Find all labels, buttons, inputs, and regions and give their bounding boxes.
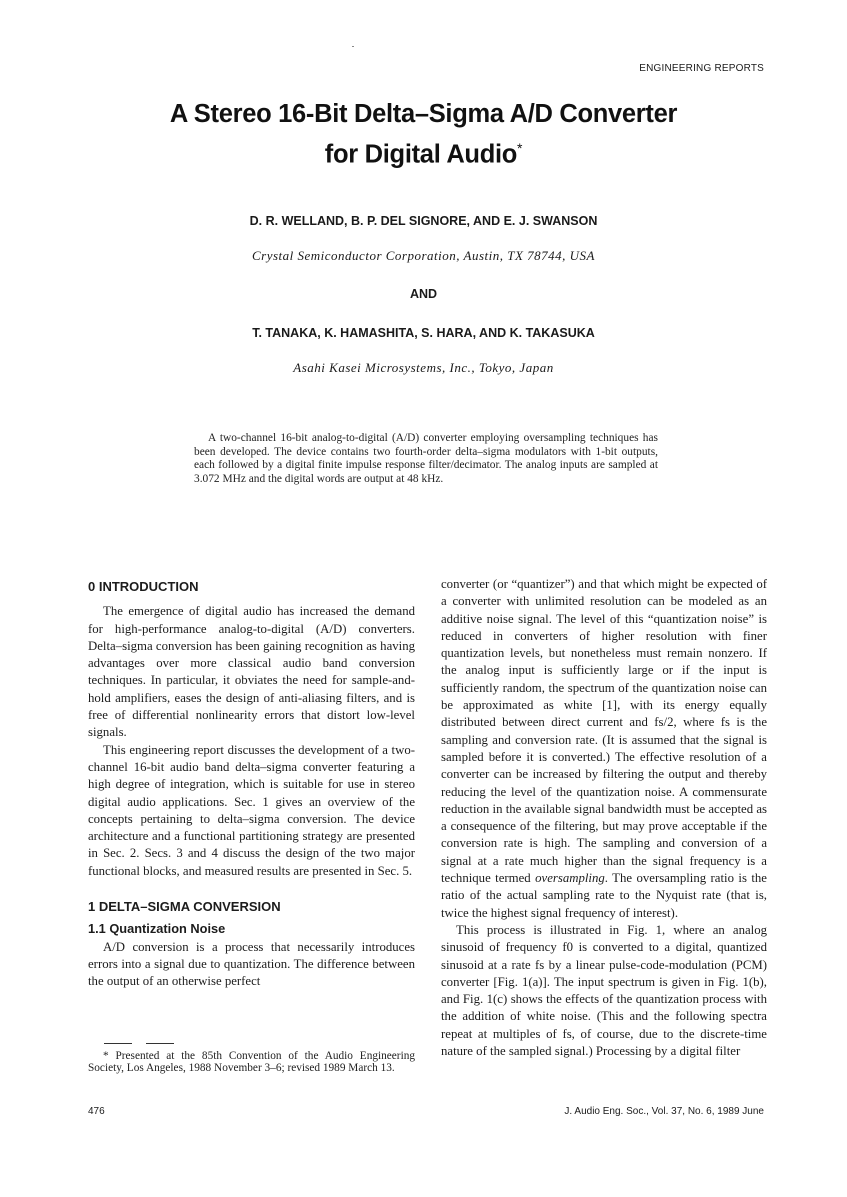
- page-number: 476: [88, 1106, 105, 1117]
- paper-title: [0, 97, 847, 172]
- title-line-2: [0, 131, 847, 172]
- journal-reference: J. Audio Eng. Soc., Vol. 37, No. 6, 1989 June: [564, 1106, 764, 1117]
- authors-group-1: D. R. WELLAND, B. P. DEL SIGNORE, AND E. J. SWANSON: [249, 214, 598, 228]
- quantization-paragraph-1: A/D conversion is a process that necessarily introduces errors into a signal due to quantization. The difference between the output of an otherwise perfect: [88, 939, 415, 989]
- right-paragraph-2: This process is illustrated in Fig. 1, where an analog sinusoid of frequency f0 is converted to a digital, quantized sinusoid at a rate fs by a linear pulse-code-modulation (PCM) converter [Fig. 1(a)]. The input spectrum is given in Fig. 1(b), and Fig. 1(c) shows the effects of the quantization process with the addition of white noise. (This and the following spectra repeat at multiples of fs, of course, due to the discrete-time nature of the sampled signal.) Processing by a digital filter: [441, 922, 767, 1059]
- affiliation-1: Crystal Semiconductor Corporation, Austin, TX 78744, USA: [251, 248, 595, 263]
- footnote: * Presented at the 85th Convention of the Audio Engineering Society, Los Angeles, 1988 November 3–6; revised 1989 March 13.: [88, 1050, 415, 1075]
- title-footnote-mark: *: [517, 140, 523, 156]
- title-line-2-text: for Digital Audio: [324, 140, 518, 169]
- authors-group-2: T. TANAKA, K. HAMASHITA, S. HARA, AND K. TAKASUKA: [252, 326, 595, 340]
- right-paragraph-1: [441, 576, 767, 922]
- abstract: A two-channel 16-bit analog-to-digital (A/D) converter employing oversampling techniques has been developed. The device contains two fourth-order delta–sigma modulators with 1-bit outputs, each followed by a digital finite impulse response filter/decimator. The analog inputs are sampled at 3.072 MHz and the digital words are output at 48 kHz.: [194, 432, 658, 485]
- footnote-rule: [104, 1043, 132, 1044]
- title-line-1: A Stereo 16-Bit Delta–Sigma A/D Converter: [169, 100, 678, 128]
- right-paragraph-1-end: . The oversampling ratio is the ratio of the actual sampling rate to the Nyquist rate (that is, twice the highest signal frequency of interest).: [441, 871, 767, 920]
- intro-paragraph-1: The emergence of digital audio has increased the demand for high-performance analog-to-digital (A/D) converters. Delta–sigma conversion has been gaining recognition as having advantages over more classical audio band conversion techniques. In particular, it obviates the need for sample-and-hold amplifiers, eases the design of anti-aliasing filters, and is free of differential nonlinearity errors that distort low-level signals.: [88, 604, 415, 740]
- authors-and: AND: [409, 287, 438, 301]
- left-column: [88, 579, 415, 991]
- running-head: ENGINEERING REPORTS: [639, 63, 764, 74]
- right-paragraph-1-text: converter (or “quantizer”) and that which might be expected of a converter with unlimited resolution can be modeled as an additive noise signal. The level of this “quantization noise” is reduced in converters of higher resolution with finer quantization levels, but nonetheless must remain nonzero. If the analog input is sufficiently large or if the input is sufficiently random, the spectrum of the quantization noise can be approximated as white [1], with its energy equally distributed between direct current and fs/2, where fs is the sampling and conversion rate. (It is assumed that the signal is sampled before it is converted.) The effective resolution of a converter can be increased by filtering the output and thereby reducing the level of the quantization noise. A commensurate reduction in the available signal bandwidth must be accepted as a consequence of the filtering, but may prove acceptable if the conversion rate is high. The sampling and conversion of a signal at a rate much higher than the signal frequency is a technique termed: [441, 577, 767, 886]
- term-oversampling: oversampling: [535, 871, 605, 886]
- footnote-rule: [146, 1043, 174, 1044]
- affiliation-2: Asahi Kasei Microsystems, Inc., Tokyo, Japan: [293, 360, 554, 375]
- heading-delta-sigma-conversion: 1 DELTA–SIGMA CONVERSION: [88, 899, 281, 915]
- heading-introduction: 0 INTRODUCTION: [88, 579, 199, 594]
- right-column: [441, 576, 767, 1060]
- intro-paragraph-2: This engineering report discusses the development of a two-channel 16-bit audio band delta–sigma converter featuring a high degree of integration, which is suitable for use in stereo digital audio applications. Sec. 1 gives an overview of the concepts pertaining to delta–sigma conversion. The device architecture and a functional partitioning strategy are presented in Sec. 2. Secs. 3 and 4 discuss the design of the two major functional blocks, and measured results are presented in Sec. 5.: [88, 742, 415, 878]
- scan-speck: [352, 46, 354, 47]
- heading-quantization-noise: 1.1 Quantization Noise: [88, 921, 226, 937]
